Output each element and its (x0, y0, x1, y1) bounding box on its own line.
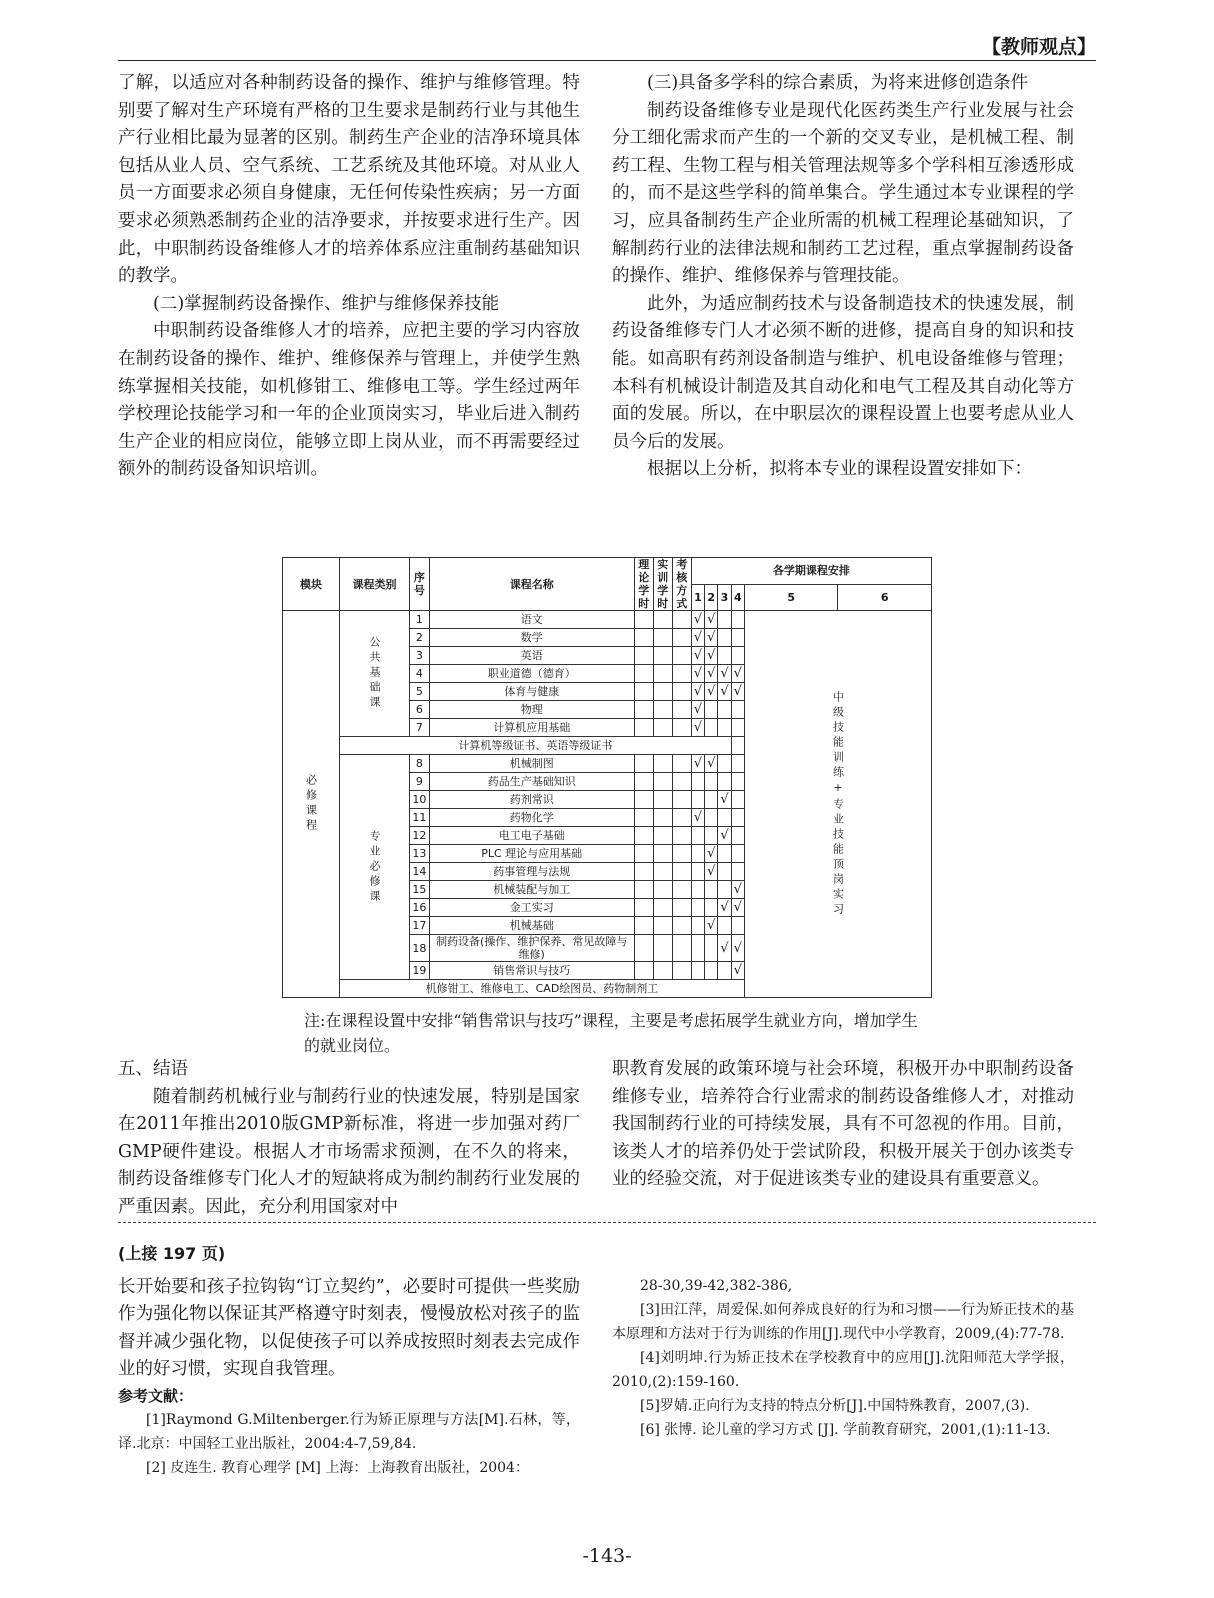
practice-hours-cell (653, 881, 672, 899)
practice-hours-cell (653, 647, 672, 665)
course-name: 职业道德（德育） (429, 665, 634, 683)
term-cell (691, 611, 704, 629)
subsection-heading: (三)具备多学科的综合素质，为将来进修创造条件 (647, 73, 1029, 93)
course-number: 14 (410, 863, 430, 881)
practice-hours-cell (653, 863, 672, 881)
course-name: 数学 (429, 629, 634, 647)
category-major: 专业必修课 (340, 755, 410, 980)
course-name: 电工电子基础 (429, 827, 634, 845)
theory-hours-cell (634, 917, 653, 935)
practice-hours-cell (653, 755, 672, 773)
paragraph: 根据以上分析，拟将本专业的课程设置安排如下： (647, 459, 1032, 480)
check-mark: √ (733, 882, 742, 897)
paragraph: 此外，为适应制药技术与设备制造技术的快速发展，制药设备维修专门人才必须不断的进修，提高自身的知识和技能。如高职有药剂设备制造与维护、机电设备维修与管理；本科有机械设计制造及其自动化和电气工程及其自动化等方面的发展。所以，在中职层次的课程设置上也要考虑从业人员今后的发展。 (612, 293, 1074, 452)
course-number: 17 (410, 917, 430, 935)
course-name: 机械制图 (429, 755, 634, 773)
assessment-cell (672, 881, 691, 899)
term-cell (718, 845, 731, 863)
theory-hours-cell (634, 773, 653, 791)
header-course-name: 课程名称 (429, 558, 634, 611)
page-number: -143- (582, 1545, 632, 1567)
practice-hours-cell (653, 845, 672, 863)
term-cell (731, 917, 744, 935)
term-cell (731, 647, 744, 665)
term-header: 2 (705, 584, 718, 611)
term-cell (718, 665, 731, 683)
term-cell (705, 683, 718, 701)
course-name: 体育与健康 (429, 683, 634, 701)
term-cell (705, 881, 718, 899)
check-mark: √ (707, 756, 716, 771)
course-name: 语文 (429, 611, 634, 629)
conclusion-right (612, 1056, 1074, 1194)
reference-item: 28-30,39-42,382-386, (640, 1278, 793, 1294)
check-mark: √ (693, 666, 703, 681)
term-cell (731, 629, 744, 647)
term-cell (718, 647, 731, 665)
term-cell (731, 881, 744, 899)
reference-item: [2] 皮连生. 教育心理学 [M] 上海：上海教育出版社，2004： (146, 1459, 529, 1476)
term-cell (691, 647, 704, 665)
column-tag: 【教师观点】 (981, 36, 1096, 58)
term-cell (731, 935, 744, 962)
check-mark: √ (720, 940, 729, 956)
theory-hours-cell (634, 863, 653, 881)
term-cell (691, 881, 704, 899)
check-mark: √ (720, 900, 729, 915)
term-cell (718, 863, 731, 881)
check-mark: √ (720, 828, 729, 843)
header-assessment: 考核方式 (672, 558, 691, 611)
term-cell (731, 899, 744, 917)
check-mark: √ (707, 612, 716, 627)
reference-item: [6] 张博. 论儿童的学习方式 [J]. 学前教育研究，2001,(1):11-13. (640, 1422, 1051, 1438)
left-column (118, 70, 580, 484)
term-cell (691, 755, 704, 773)
course-name: 销售常识与技巧 (429, 962, 634, 980)
theory-hours-cell (634, 683, 653, 701)
term-cell (718, 935, 731, 962)
course-name: 计算机应用基础 (429, 719, 634, 737)
term-cell (718, 755, 731, 773)
term-cell (705, 863, 718, 881)
course-number: 16 (410, 899, 430, 917)
term-cell (718, 773, 731, 791)
term-cell (705, 701, 718, 719)
term-cell (705, 845, 718, 863)
table-note: 注:在课程设置中安排“销售常识与技巧”课程，主要是考虑拓展学生就业方向，增加学生的就业岗位。 (304, 1011, 918, 1055)
category-public: 公共基础课 (340, 611, 410, 737)
practice-hours-cell (653, 773, 672, 791)
header-practice-hours: 实训学时 (653, 558, 672, 611)
paragraph: 职教育发展的政策环境与社会环境，积极开办中职制药设备维修专业，培养符合行业需求的制药设备维修人才，对推动我国制药行业的可持续发展，具有不可忽视的作用。目前，该类人才的培养仍处于尝试阶段，积极开展关于创办该类专业的经验交流，对于促进该类专业的建设具有重要意义。 (612, 1059, 1074, 1190)
check-mark: √ (720, 684, 729, 699)
term-cell (718, 827, 731, 845)
check-mark: √ (693, 648, 703, 663)
check-mark: √ (733, 963, 742, 978)
term-cell (691, 701, 704, 719)
term-cell (731, 701, 744, 719)
paragraph: 中职制药设备维修人才的培养，应把主要的学习内容放在制药设备的操作、维护、维修保养与管理上，并使学生熟练掌握相关技能，如机修钳工、维修电工等。学生经过两年学校理论技能学习和一年的企业顶岗实习，毕业后进入制药生产企业的相应岗位，能够立即上岗从业，而不再需要经过额外的制药设备知识培训。 (118, 321, 580, 480)
practice-hours-cell (653, 791, 672, 809)
continued-left (118, 1240, 580, 1480)
term-cell (691, 665, 704, 683)
course-name: 机械装配与加工 (429, 881, 634, 899)
practice-hours-cell (653, 827, 672, 845)
course-name: 金工实习 (429, 899, 634, 917)
theory-hours-cell (634, 845, 653, 863)
term-cell (731, 665, 744, 683)
paragraph: 了解，以适应对各种制药设备的操作、维护与维修管理。特别要了解对生产环境有严格的卫生要求是制药行业与其他生产行业相比最为显著的区别。制药生产企业的洁净环境具体包括从业人员、空气系统、工艺系统及其他环境。对从业人员一方面要求必须自身健康，无任何传染性疾病；另一方面要求必须熟悉制药企业的洁净要求，并按要求进行生产。因此，中职制药设备维修人才的培养体系应注重制药基础知识的教学。 (118, 73, 580, 287)
theory-hours-cell (634, 665, 653, 683)
assessment-cell (672, 647, 691, 665)
check-mark: √ (720, 792, 729, 807)
check-mark: √ (707, 918, 716, 933)
theory-hours-cell (634, 962, 653, 980)
theory-hours-cell (634, 719, 653, 737)
course-number: 11 (410, 809, 430, 827)
header-module: 模块 (283, 558, 340, 611)
certificate-cell: 机修钳工、维修电工、CAD绘图员、药物制剂工 (340, 980, 745, 998)
theory-hours-cell (634, 791, 653, 809)
term-cell (731, 791, 744, 809)
term-cell (691, 962, 704, 980)
term-cell (705, 773, 718, 791)
assessment-cell (672, 719, 691, 737)
course-number: 3 (410, 647, 430, 665)
term-cell (705, 719, 718, 737)
term-cell (691, 863, 704, 881)
practice-hours-cell (653, 683, 672, 701)
theory-hours-cell (634, 881, 653, 899)
term-cell (718, 701, 731, 719)
header-number: 序号 (410, 558, 430, 611)
check-mark: √ (693, 810, 703, 825)
assessment-cell (672, 962, 691, 980)
term-cell (705, 629, 718, 647)
header-category: 课程类别 (340, 558, 410, 611)
practice-hours-cell (653, 719, 672, 737)
term-cell (691, 845, 704, 863)
course-number: 8 (410, 755, 430, 773)
reference-item: [1]Raymond G.Miltenberger.行为矫正原理与方法[M].石林，等，译.北京：中国轻工业出版社，2004:4-7,59,84. (118, 1411, 580, 1452)
course-name: 药剂常识 (429, 791, 634, 809)
assessment-cell (672, 809, 691, 827)
term-cell (705, 827, 718, 845)
theory-hours-cell (634, 809, 653, 827)
term-cell (718, 611, 731, 629)
theory-hours-cell (634, 935, 653, 962)
term-cell (691, 791, 704, 809)
term-cell (718, 899, 731, 917)
references-title: 参考文献： (118, 1386, 194, 1405)
term-cell (705, 647, 718, 665)
paragraph: 制药设备维修专业是现代化医药类生产行业发展与社会分工细化需求而产生的一个新的交叉专业，是机械工程、制药工程、生物工程与相关管理法规等多个学科相互渗透形成的，而不是这些学科的简单集合。学生通过本专业课程的学习，应具备制药生产企业所需的机械工程理论基础知识，了解制药行业的法律法规和制药工艺过程，重点掌握制药设备的操作、维护、维修保养与管理技能。 (612, 100, 1074, 287)
check-mark: √ (720, 666, 729, 681)
term-cell (731, 719, 744, 737)
header-theory-hours: 理论学时 (634, 558, 653, 611)
term-cell (705, 665, 718, 683)
reference-item: [4]刘明坤.行为矫正技术在学校教育中的应用[J].沈阳师范大学学报，2010,(2):159-160. (612, 1350, 1074, 1390)
term-cell (691, 773, 704, 791)
practice-hours-cell (653, 701, 672, 719)
assessment-cell (672, 935, 691, 962)
practice-hours-cell (653, 899, 672, 917)
term-header: 6 (838, 584, 932, 611)
term-cell (691, 809, 704, 827)
theory-hours-cell (634, 755, 653, 773)
course-name: 物理 (429, 701, 634, 719)
term-cell (691, 935, 704, 962)
check-mark: √ (733, 684, 742, 699)
term-cell (731, 809, 744, 827)
assessment-cell (672, 773, 691, 791)
check-mark: √ (707, 864, 716, 879)
check-mark: √ (693, 720, 703, 735)
term-cell (705, 755, 718, 773)
term-cell (705, 791, 718, 809)
practice-hours-cell (653, 629, 672, 647)
conclusion-left (118, 1056, 580, 1222)
check-mark: √ (693, 612, 703, 627)
term-cell (718, 791, 731, 809)
assessment-cell (672, 665, 691, 683)
module-cell: 必修课程 (283, 611, 340, 998)
course-name: PLC 理论与应用基础 (429, 845, 634, 863)
check-mark: √ (707, 666, 716, 681)
course-number: 9 (410, 773, 430, 791)
header-terms: 各学期课程安排 (691, 558, 931, 585)
term-cell (731, 962, 744, 980)
term-header: 4 (731, 584, 744, 611)
term-cell (731, 755, 744, 773)
term-cell (705, 917, 718, 935)
term-header: 3 (718, 584, 731, 611)
term-cell (718, 683, 731, 701)
theory-hours-cell (634, 647, 653, 665)
term-cell (731, 863, 744, 881)
term-cell (718, 881, 731, 899)
check-mark: √ (693, 702, 703, 717)
assessment-cell (672, 629, 691, 647)
check-mark: √ (733, 900, 742, 915)
check-mark: √ (707, 684, 716, 699)
assessment-cell (672, 611, 691, 629)
practice-hours-cell (653, 935, 672, 962)
practice-hours-cell (653, 917, 672, 935)
assessment-cell (672, 701, 691, 719)
term-cell (705, 809, 718, 827)
term-header: 1 (691, 584, 704, 611)
course-name: 制药设备(操作、维护保养、常见故障与维修) (429, 935, 634, 962)
course-number: 13 (410, 845, 430, 863)
term-cell (731, 845, 744, 863)
term-cell (718, 917, 731, 935)
right-column (612, 70, 1074, 484)
course-name: 机械基础 (429, 917, 634, 935)
course-number: 4 (410, 665, 430, 683)
course-number: 6 (410, 701, 430, 719)
certificate-cell: 计算机等级证书、英语等级证书 (340, 737, 732, 755)
course-name: 英语 (429, 647, 634, 665)
check-mark: √ (693, 756, 703, 771)
paragraph: 长开始要和孩子拉钩钩“订立契约”，必要时可提供一些奖励作为强化物以保证其严格遵守时刻表，慢慢放松对孩子的监督并减少强化物，以促使孩子可以养成按照时刻表去完成作业的好习惯，实现自我管理。 (118, 1276, 580, 1380)
assessment-cell (672, 683, 691, 701)
term-cell (705, 611, 718, 629)
course-number: 12 (410, 827, 430, 845)
reference-item: [5]罗婧.正向行为支持的特点分析[J].中国特殊教育，2007,(3). (640, 1398, 1030, 1414)
term-cell (705, 899, 718, 917)
term-cell (718, 962, 731, 980)
theory-hours-cell (634, 899, 653, 917)
term-cell (718, 719, 731, 737)
course-number: 5 (410, 683, 430, 701)
term-cell (691, 683, 704, 701)
assessment-cell (672, 917, 691, 935)
term-header: 5 (744, 584, 838, 611)
theory-hours-cell (634, 701, 653, 719)
assessment-cell (672, 845, 691, 863)
paragraph: 随着制药机械行业与制药行业的快速发展，特别是国家在2011年推出2010版GMP新标准，将进一步加强对药厂GMP硬件建设。根据人才市场需求预测，在不久的将来，制药设备维修专门化人才的短缺将成为制约制药行业发展的严重因素。因此，充分利用国家对中 (118, 1086, 580, 1217)
term-cell (731, 773, 744, 791)
theory-hours-cell (634, 611, 653, 629)
continued-tag: (上接 197 页) (118, 1244, 226, 1263)
table-row (283, 611, 932, 629)
practice-hours-cell (653, 809, 672, 827)
assessment-cell (672, 791, 691, 809)
subsection-heading: (二)掌握制药设备操作、维护与维修保养技能 (153, 293, 500, 314)
assessment-cell (672, 863, 691, 881)
term-cell (705, 935, 718, 962)
continued-right (612, 1274, 1074, 1442)
assessment-cell (672, 827, 691, 845)
theory-hours-cell (634, 629, 653, 647)
practice-hours-cell (653, 962, 672, 980)
course-number: 18 (410, 935, 430, 962)
assessment-cell (672, 755, 691, 773)
term-cell (691, 719, 704, 737)
course-schedule-table (282, 557, 932, 998)
course-number: 10 (410, 791, 430, 809)
check-mark: √ (707, 630, 716, 645)
header-divider (118, 60, 1096, 61)
course-number: 7 (410, 719, 430, 737)
term-cell (691, 899, 704, 917)
course-name: 药品生产基础知识 (429, 773, 634, 791)
assessment-cell (672, 899, 691, 917)
side-note: 中级技能训练+专业技能顶岗实习 (744, 611, 931, 998)
dashed-divider (118, 1222, 1096, 1223)
term-cell (691, 827, 704, 845)
check-mark: √ (693, 630, 703, 645)
term-cell (691, 917, 704, 935)
term-cell (691, 629, 704, 647)
term-cell (718, 809, 731, 827)
term-cell (731, 611, 744, 629)
check-mark: √ (707, 648, 716, 663)
course-number: 15 (410, 881, 430, 899)
term-cell (731, 827, 744, 845)
course-number: 2 (410, 629, 430, 647)
theory-hours-cell (634, 827, 653, 845)
course-number: 1 (410, 611, 430, 629)
practice-hours-cell (653, 611, 672, 629)
course-name: 药事管理与法规 (429, 863, 634, 881)
reference-item: [3]田江萍，周爱保.如何养成良好的行为和习惯——行为矫正技术的基本原理和方法对于行为训练的作用[J].现代中小学教育，2009,(4):77-78. (612, 1302, 1074, 1342)
practice-hours-cell (653, 665, 672, 683)
check-mark: √ (733, 666, 742, 681)
term-cell (705, 962, 718, 980)
check-mark: √ (693, 684, 703, 699)
term-cell (718, 629, 731, 647)
term-cell (731, 683, 744, 701)
course-name: 药物化学 (429, 809, 634, 827)
course-number: 19 (410, 962, 430, 980)
check-mark: √ (733, 940, 742, 956)
section-title: 五、结语 (118, 1059, 188, 1079)
check-mark: √ (707, 846, 716, 861)
